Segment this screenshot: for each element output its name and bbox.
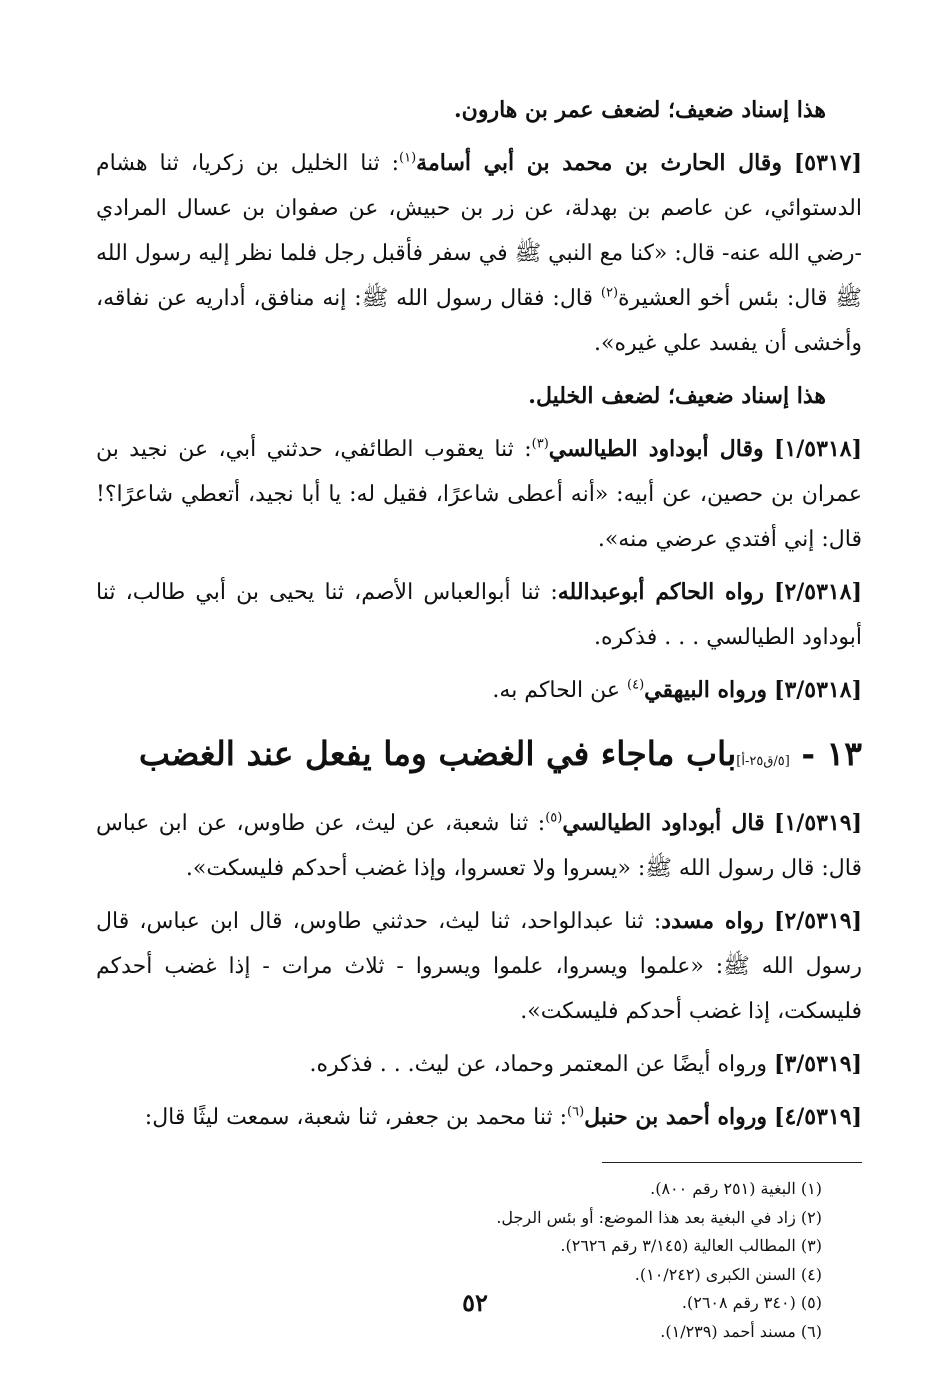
page-number: ٥٢ xyxy=(462,1288,488,1317)
hadith-number: [٥٣١٧] xyxy=(793,150,862,176)
hadith-number: [١/٥٣١٨] xyxy=(774,436,862,462)
footnote-ref: (٢) xyxy=(600,285,619,301)
footnote-divider xyxy=(602,1162,862,1163)
narrator-intro: ورواه البيهقي xyxy=(644,677,768,703)
hadith-5319-3 xyxy=(96,1042,862,1087)
hadith-5318-1 xyxy=(96,427,862,562)
hadith-5319-1 xyxy=(96,801,862,891)
hadith-5318-2 xyxy=(96,570,862,660)
hadith-number: [٢/٥٣١٨] xyxy=(774,579,862,605)
footnote-ref: (٥) xyxy=(545,810,563,826)
hadith-text: : ثنا شعبة، عن ليث، عن طاوس، عن ابن عباس قال: قال رسول الله ﷺ: «يسروا ولا تعسروا، وإذا غضب أحدكم فليسكت». xyxy=(96,811,862,881)
narrator-intro: قال أبوداود الطيالسي xyxy=(562,810,765,836)
footnote-ref: (٦) xyxy=(567,1104,585,1120)
footnote-item: (١) البغية (٢٥١ رقم ٨٠٠). xyxy=(650,1179,822,1198)
hadith-number: [٢/٥٣١٩] xyxy=(774,908,862,934)
footnotes xyxy=(96,1175,862,1346)
hadith-text: : ثنا عبدالواحد، ثنا ليث، حدثني طاوس، قال ابن عباس، قال رسول الله ﷺ: «علموا ويسروا، علموا ويسروا - ثلاث مرات - إذا غضب أحدكم فليسكت، إذا غضب أحدكم فليسكت». xyxy=(96,909,862,1024)
hadith-text: : ثنا يعقوب الطائفي، حدثني أبي، عن نجيد بن عمران بن حصين، عن أبيه: «أنه أعطى شاعرًا، فقيل له: يا أبا نجيد، أتعطي شاعرًا؟! قال: إني أفتدي عرضي منه». xyxy=(96,437,862,552)
narrator-intro: رواه الحاكم أبوعبدالله xyxy=(557,579,764,605)
hadith-number: [٣/٥٣١٨] xyxy=(774,677,862,703)
footnote-item: (٦) مسند أحمد (١/٢٣٩). xyxy=(660,1321,822,1341)
grading-note-2: هذا إسناد ضعيف؛ لضعف الخليل. xyxy=(528,383,826,409)
hadith-5317 xyxy=(96,141,862,366)
footnote-ref: (٤) xyxy=(627,677,645,693)
hadith-text: عن الحاكم به. xyxy=(492,678,628,703)
chapter-title: باب ماجاء في الغضب وما يفعل عند الغضب xyxy=(138,734,737,773)
chapter-number: ١٣ - xyxy=(801,734,862,773)
hadith-text-cont: قال: فقال رسول الله ﷺ: إنه منافق، أداريه عن نفاقه، وأخشى أن يفسد علي غيره». xyxy=(96,286,862,356)
footnote-item: (٥) (٣٤٠ رقم ٢٦٠٨). xyxy=(681,1293,822,1312)
footnote-item: (٤) السنن الكبرى (١٠/٢٤٢). xyxy=(634,1264,822,1284)
hadith-number: [١/٥٣١٩] xyxy=(774,810,863,836)
hadith-5319-2 xyxy=(96,899,862,1034)
narrator-intro: وقال الحارث بن محمد بن أبي أسامة xyxy=(416,150,782,176)
hadith-5318-3 xyxy=(96,668,862,713)
hadith-text: : ثنا محمد بن جعفر، ثنا شعبة، سمعت ليثًا قال: xyxy=(144,1105,568,1130)
hadith-text: ورواه أيضًا عن المعتمر وحماد، عن ليث. . . فذكره. xyxy=(309,1052,775,1077)
hadith-text: : ثنا الخليل بن زكريا، ثنا هشام الدستوائي، عن عاصم بن بهدلة، عن زر بن حبيش، عن صفوان بن عسال المرادي -رضي الله عنه- قال: «كنا مع النبي ﷺ في سفر فأقبل رجل فلما نظر إليه رسول الله ﷺ قال: بئس أخو العشيرة xyxy=(96,151,862,311)
grading-note-1: هذا إسناد ضعيف؛ لضعف عمر بن هارون. xyxy=(454,97,826,123)
manuscript-ref: [٥/ق٢٥-أ] xyxy=(736,754,790,769)
footnote-ref: (٣) xyxy=(531,436,549,452)
hadith-number: [٣/٥٣١٩] xyxy=(774,1051,862,1077)
footnote-ref: (١) xyxy=(399,150,417,166)
narrator-intro: وقال أبوداود الطيالسي xyxy=(548,436,764,462)
chapter-heading xyxy=(96,725,862,791)
footnote-item: (٢) زاد في البغية بعد هذا الموضع: أو بئس الرجل. xyxy=(496,1207,822,1227)
narrator-intro: ورواه أحمد بن حنبل xyxy=(584,1104,768,1130)
footnote-item: (٣) المطالب العالية (٣/١٤٥ رقم ٢٦٢٦). xyxy=(560,1236,822,1255)
hadith-text: : ثنا أبوالعباس الأصم، ثنا يحيى بن أبي طالب، ثنا أبوداود الطيالسي . . . فذكره. xyxy=(96,580,862,650)
narrator-intro: رواه مسدد xyxy=(661,908,764,934)
hadith-5319-4 xyxy=(96,1095,862,1140)
hadith-number: [٤/٥٣١٩] xyxy=(774,1104,862,1130)
